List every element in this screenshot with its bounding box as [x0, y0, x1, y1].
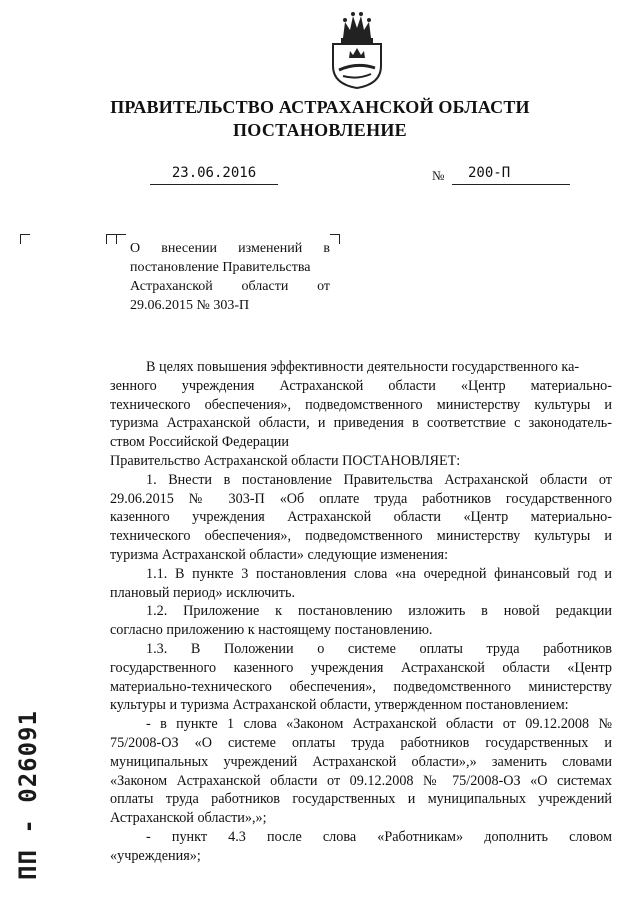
body-line: 1.1. В пункте 3 постановления слова «на очередной финансовый год и: [146, 565, 612, 582]
body-line: Правительство Астраханской области ПОСТАНОВЛЯЕТ:: [110, 452, 461, 469]
body-line: зенного учреждения Астраханской области «Центр материально-: [110, 377, 612, 394]
body-line: В целях повышения эффективности деятельности государственного ка-: [146, 359, 580, 375]
body-line: технического обеспечения», подведомственного министерству культуры и: [110, 528, 612, 545]
subject-line: О внесении изменений в: [130, 241, 330, 256]
document-type-title: ПОСТАНОВЛЕНИЕ: [233, 120, 407, 140]
body-line: культуры и туризма Астраханской области, утвержденном постановлением:: [110, 697, 569, 714]
body-line: 29.06.2015 № 303-П «Об оплате труда работников государственного: [110, 490, 612, 507]
document-subject: [130, 239, 330, 315]
document-number: 200-П: [468, 165, 511, 181]
number-underline: [452, 184, 570, 185]
body-line: «Законом Астраханской области от 09.12.2008 № 75/2008-ОЗ «О системах: [110, 772, 612, 789]
body-line: оплаты труда работников государственных и муниципальных учреждений: [110, 791, 612, 808]
body-line: «учреждения»;: [110, 847, 201, 864]
subject-line: 29.06.2015 № 303-П: [130, 298, 250, 313]
body-line: туризма Астраханской области» следующие изменения:: [110, 546, 449, 563]
number-sign: №: [432, 168, 445, 183]
subject-line: постановление Правительства: [130, 260, 311, 275]
body-line: плановый период» исключить.: [110, 584, 296, 601]
body-line: материально-технического обеспечения», подведомственного министерству: [110, 678, 612, 695]
subject-line: Астраханской области от: [130, 279, 330, 294]
body-line: туризма Астраханской области, и приведения в соответствие с законодатель-: [110, 415, 612, 432]
body-line: 75/2008-ОЗ «О системе оплаты труда работников государственных и: [110, 734, 612, 751]
subject-corner-mark-1: [106, 234, 116, 244]
coat-of-arms-emblem: [323, 8, 391, 90]
document-body: [110, 358, 612, 866]
serial-stamp: ПП - 026091: [14, 710, 42, 880]
body-line: согласно приложению к настоящему постановлению.: [110, 622, 433, 639]
body-line: государственного казенного учреждения Астраханской области «Центр: [110, 659, 612, 676]
body-line: муниципальных учреждений Астраханской области»,» заменить словами: [110, 753, 612, 770]
body-line: 1.2. Приложение к постановлению изложить в новой редакции: [146, 603, 612, 620]
body-line: Астраханской области»,»;: [110, 810, 267, 827]
document-date: 23.06.2016: [171, 165, 257, 181]
subject-corner-mark-right: [330, 234, 340, 244]
body-line: 1. Внести в постановление Правительства Астраханской области от: [146, 471, 612, 488]
body-line: 1.3. В Положении о системе оплаты труда работников: [146, 640, 612, 657]
organization-title: ПРАВИТЕЛЬСТВО АСТРАХАНСКОЙ ОБЛАСТИ: [110, 97, 530, 117]
subject-corner-mark-2: [116, 234, 126, 244]
date-underline: [150, 184, 278, 185]
left-corner-mark: [20, 234, 30, 244]
body-line: - в пункте 1 слова «Законом Астраханской области от 09.12.2008 №: [146, 716, 612, 733]
body-line: - пункт 4.3 после слова «Работникам» дополнить словом: [146, 828, 612, 845]
body-line: технического обеспечения», подведомственного министерству культуры и: [110, 396, 612, 413]
body-line: ством Российской Федерации: [110, 434, 289, 451]
body-line: казенного учреждения Астраханской области «Центр материально-: [110, 509, 612, 526]
